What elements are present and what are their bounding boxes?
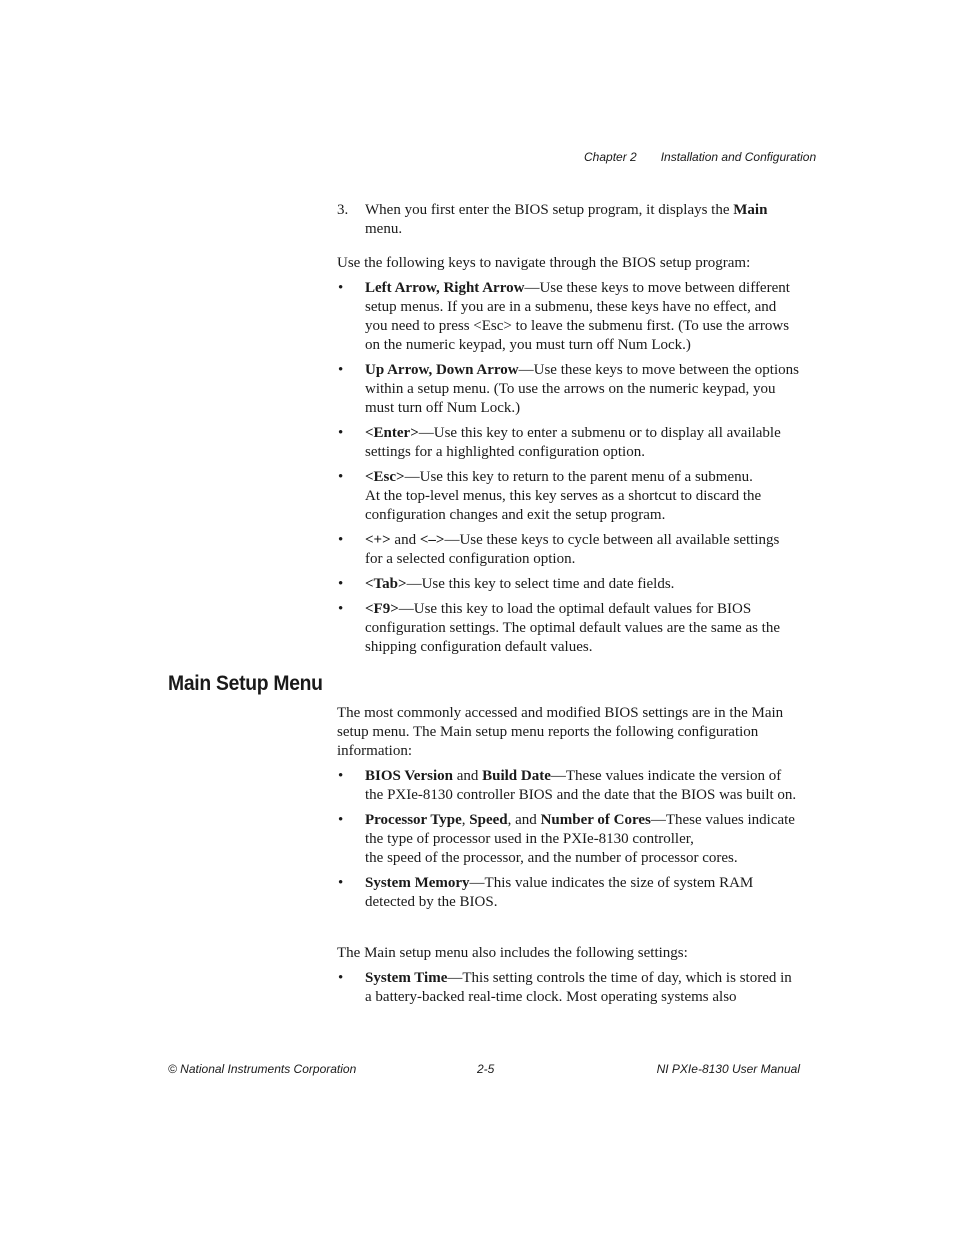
key-item [337,468,800,525]
bullet: • [338,768,344,784]
bullet: • [338,362,344,378]
step-number: 3. [337,202,349,218]
key-name: <+> [365,532,391,548]
key-name: <Enter> [365,425,419,441]
step-3 [337,201,800,239]
key-item [337,531,800,569]
info-term: Build Date [482,768,551,784]
info-description: —These values indicate the version of the PXIe-8130 controller BIOS and the date that the BIOS was built on. [365,768,797,803]
key-description: —Use this key to load the optimal default values for BIOS configuration settings. The optimal default values are the same as the shipping configuration default values. [365,601,781,655]
key-description: —Use these keys to move between different setup menus. If you are in a submenu, these keys have no effect, and you need to press <Esc> to leave the submenu first. (To use the arrows on the numeric keypad, you must turn off Num Lock.) [365,280,790,353]
bullet: • [338,812,344,828]
key-description: —Use these keys to move between the options within a setup menu. (To use the arrows on the numeric keypad, you must turn off Num Lock.) [365,362,799,416]
navigation-keys-section [337,254,800,657]
bullet: • [338,532,344,548]
step-text-b: menu. [365,221,403,237]
main-menu-term: Main [733,202,768,218]
key-name: Up Arrow, Down Arrow [365,362,519,378]
running-header [584,150,816,164]
key-item [337,361,800,418]
info-item [337,811,800,868]
key-item [337,279,800,355]
header-title: Installation and Configuration [660,150,817,164]
key-description-continued: At the top-level menus, this key serves as a shortcut to discard the configuration changes and exit the setup program. [365,488,762,523]
info-description: —This value indicates the size of system RAM detected by the BIOS. [365,875,754,910]
key-description: —Use this key to select time and date fields. [406,576,675,592]
info-separator: , and [507,812,541,828]
setting-description: —This setting controls the time of day, which is stored in a battery-backed real-time clock. Most operating systems also [365,970,792,1005]
footer-copyright: © National Instruments Corporation [168,1062,357,1076]
info-item [337,767,800,805]
bullet: • [338,280,344,296]
key-name: <–> [419,532,445,548]
bullet: • [338,469,344,485]
info-term: System Memory [365,875,470,891]
key-name: Left Arrow, Right Arrow [365,280,525,296]
info-item [337,874,800,912]
info-description: —These values indicate the type of processor used in the PXIe-8130 controller, [365,812,795,847]
nav-intro: Use the following keys to navigate through the BIOS setup program: [337,255,751,271]
bullet: • [338,875,344,891]
header-chapter: Chapter 2 [584,150,637,164]
bullet: • [338,425,344,441]
key-name: <Tab> [365,576,407,592]
key-name: <Esc> [365,469,405,485]
bullet: • [338,970,344,986]
info-term: Number of Cores [540,812,651,828]
setting-item [337,969,800,1007]
setting-name: System Time [365,970,448,986]
key-description: —Use this key to return to the parent menu of a submenu. [404,469,753,485]
step-item [337,201,800,239]
footer-manual-title: NI PXIe-8130 User Manual [656,1062,800,1076]
page-number: 2-5 [477,1062,495,1076]
key-item [337,600,800,657]
settings-intro: The Main setup menu also includes the following settings: [337,945,688,961]
bullet: • [338,576,344,592]
section-heading: Main Setup Menu [168,672,323,695]
key-name: <F9> [365,601,399,617]
key-description: —Use these keys to cycle between all available settings for a selected configuration option. [365,532,780,567]
bullet: • [338,601,344,617]
main-intro: The most commonly accessed and modified BIOS settings are in the Main setup menu. The Main setup menu reports the following configuration information: [337,705,784,759]
step-text-a: When you first enter the BIOS setup program, it displays the [365,202,734,218]
key-item [337,424,800,462]
key-conjunction: and [390,532,420,548]
settings-section [337,944,800,1007]
main-setup-section [337,704,800,912]
info-term: Processor Type [365,812,462,828]
info-separator: , [461,812,470,828]
key-description: —Use this key to enter a submenu or to display all available settings for a highlighted configuration option. [365,425,781,460]
info-term: Speed [469,812,508,828]
key-item [337,575,800,594]
info-description-continued: the speed of the processor, and the number of processor cores. [365,850,738,866]
info-term: BIOS Version [365,768,453,784]
info-conjunction: and [452,768,483,784]
